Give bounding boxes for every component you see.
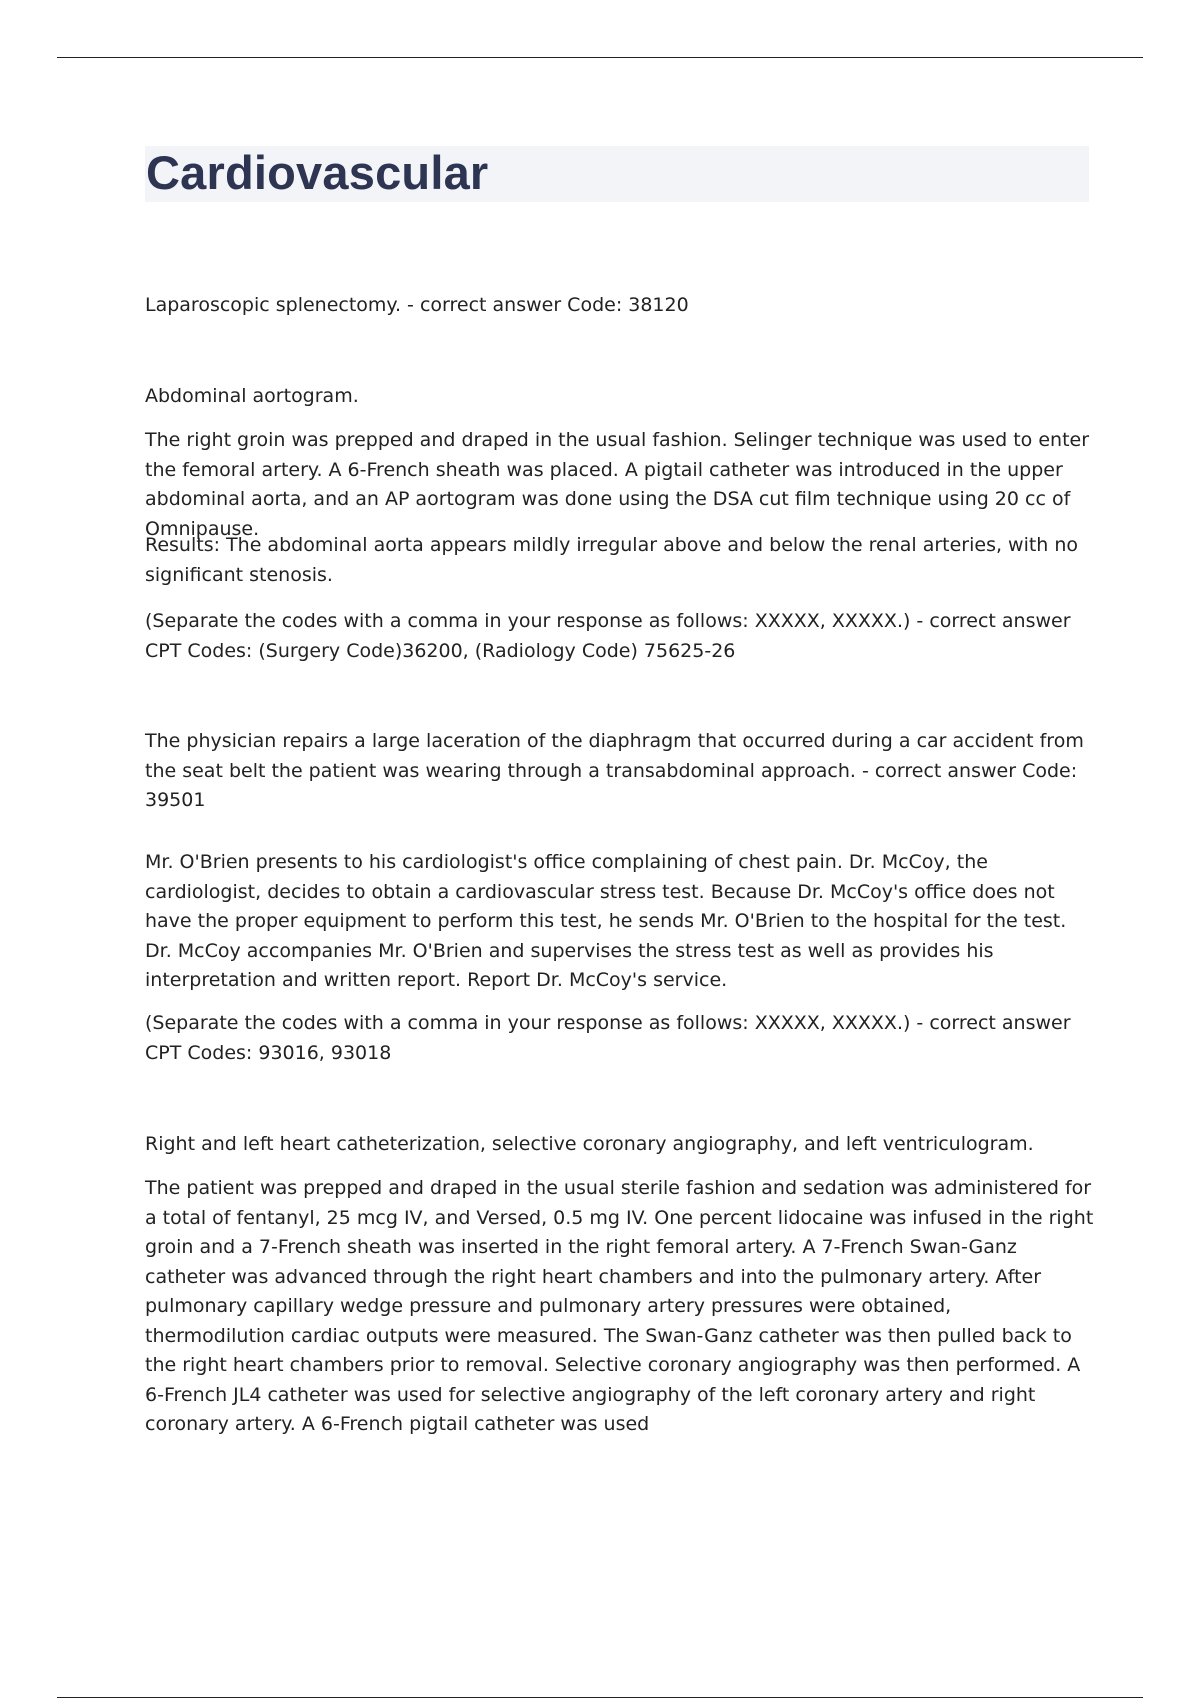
entry-abdominal-aortogram-heading: Abdominal aortogram. <box>145 385 359 407</box>
entry-stress-test-answer: (Separate the codes with a comma in your response as follows: XXXXX, XXXXX.) - correct answer CPT Codes: 93016, 93018 <box>145 1012 1071 1064</box>
page-title: Cardiovascular <box>146 146 489 199</box>
top-divider <box>57 57 1143 58</box>
entry-abdominal-aortogram-results: Results: The abdominal aorta appears mildly irregular above and below the renal arteries, with no significant stenosis. <box>145 534 1079 586</box>
entry-laparoscopic-splenectomy: Laparoscopic splenectomy. - correct answer Code: 38120 <box>145 294 689 316</box>
entry-diaphragm-repair: The physician repairs a large laceration of the diaphragm that occurred during a car accident from the seat belt the patient was wearing through a transabdominal approach. - correct answer Code: 39501 <box>145 730 1084 811</box>
entry-abdominal-aortogram-procedure: The right groin was prepped and draped in the usual fashion. Selinger technique was used to enter the femoral artery. A 6-French sheath was placed. A pigtail catheter was introduced in the upper abdominal aorta, and an AP aortogram was done using the DSA cut film technique using 20 cc of Omnipause. <box>145 429 1090 540</box>
entry-abdominal-aortogram-answer: (Separate the codes with a comma in your response as follows: XXXXX, XXXXX.) - correct answer CPT Codes: (Surgery Code)36200, (Radiology Code) 75625-26 <box>145 610 1071 662</box>
entry-heart-catheterization-procedure: The patient was prepped and draped in the usual sterile fashion and sedation was administered for a total of fentanyl, 25 mcg IV, and Versed, 0.5 mg IV. One percent lidocaine was infused in the right groin and a 7-French sheath was inserted in the right femoral artery. A 7-French Swan-Ganz catheter was advanced through the right heart chambers and into the pulmonary artery. After pulmonary capillary wedge pressure and pulmonary artery pressures were obtained, thermodilution cardiac outputs were measured. The Swan-Ganz catheter was then pulled back to the right heart chambers prior to removal. Selective coronary angiography was then performed. A 6-French JL4 catheter was used for selective angiography of the left coronary artery and right coronary artery. A 6-French pigtail catheter was used <box>145 1177 1094 1435</box>
entry-heart-catheterization-heading: Right and left heart catheterization, selective coronary angiography, and left ventriculogram. <box>145 1133 1034 1155</box>
entry-stress-test-scenario: Mr. O'Brien presents to his cardiologist's office complaining of chest pain. Dr. McCoy, the cardiologist, decides to obtain a cardiovascular stress test. Because Dr. McCoy's office does not have the proper equipment to perform this test, he sends Mr. O'Brien to the hospital for the test. Dr. McCoy accompanies Mr. O'Brien and supervises the stress test as well as provides his interpretation and written report. Report Dr. McCoy's service. <box>145 851 1067 991</box>
bottom-divider <box>57 1697 1143 1698</box>
